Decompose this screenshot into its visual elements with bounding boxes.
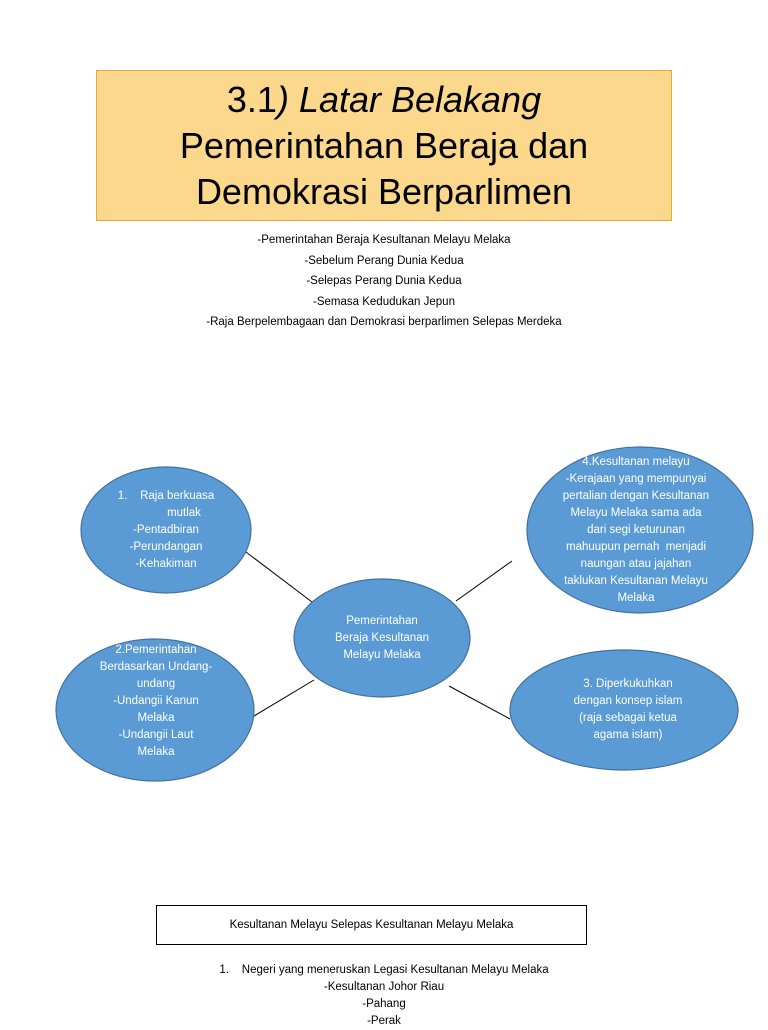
bubble-4-line: taklukan Kesultanan Melayu — [564, 574, 708, 587]
sub-list-item: -Kesultanan Johor Riau — [323, 981, 445, 993]
bubble-4-line: -Kerajaan yang mempunyai — [565, 472, 707, 485]
subheading-text: Kesultanan Melayu Selepas Kesultanan Melayu Melaka — [229, 919, 514, 931]
bubble-4-line: naungan atau jajahan — [580, 557, 692, 570]
bubble-3-line: 3. Diperkukuhkan — [583, 678, 673, 690]
sub-list-item: 1. Negeri yang meneruskan Legasi Kesultanan Melayu Melaka — [219, 964, 549, 976]
connector-line-2 — [244, 680, 314, 722]
bubble-3 — [516, 660, 740, 760]
bubble-3-line: (raja sebagai ketua — [579, 712, 677, 724]
bubble-1-line: 1. Raja berkuasa — [117, 489, 215, 502]
bubble-2-line: Melaka — [137, 711, 175, 724]
title-line-3: Demokrasi Berparlimen — [195, 170, 573, 212]
connector-line-3 — [449, 686, 510, 719]
bubble-1 — [96, 470, 236, 590]
bubble-4-line: dari segi keturunan — [587, 523, 685, 536]
bubble-2 — [70, 632, 242, 770]
subheading-box — [156, 905, 587, 945]
bubble-1-line: -Perundangan — [129, 540, 203, 553]
bubble-2-line: -Undangii Laut — [118, 728, 194, 741]
bubble-1-line: mutlak — [167, 506, 201, 519]
center-bubble — [306, 588, 458, 688]
bubble-2-line: Berdasarkan Undang- — [99, 660, 213, 673]
title-text-1: ) Latar Belakang — [276, 78, 542, 120]
center-bubble-line: Beraja Kesultanan — [335, 631, 429, 644]
center-bubble-line: Melayu Melaka — [343, 648, 421, 661]
bubble-2-line: Melaka — [137, 745, 175, 758]
topic-item: -Semasa Kedudukan Jepun — [313, 295, 455, 308]
topic-item: -Raja Berpelembagaan dan Demokrasi berparlimen Selepas Merdeka — [206, 316, 562, 328]
topic-item: -Sebelum Perang Dunia Kedua — [304, 254, 464, 267]
sub-list-item: -Pahang — [362, 998, 406, 1010]
bubble-4 — [530, 444, 742, 616]
bubble-2-line: -Undangii Kanun — [113, 694, 199, 707]
bubble-1-line: -Kehakiman — [135, 557, 197, 570]
topic-item: -Pemerintahan Beraja Kesultanan Melayu Melaka — [257, 234, 511, 246]
sub-list — [0, 962, 768, 1030]
title-line-2: Pemerintahan Beraja dan — [179, 124, 589, 166]
title-number: 3.1 — [226, 78, 277, 120]
topic-item: -Selepas Perang Dunia Kedua — [306, 275, 462, 287]
connector-line-4 — [456, 561, 512, 601]
bubble-4-line: pertalian dengan Kesultanan — [562, 489, 710, 502]
bubble-3-line: dengan konsep islam — [573, 695, 683, 707]
bubble-4-line: 4.Kesultanan melayu — [582, 455, 690, 468]
bubble-4-line: Melayu Melaka sama ada — [570, 506, 702, 519]
bubble-1-line: -Pentadbiran — [133, 523, 199, 536]
bubble-3-line: agama islam) — [593, 729, 663, 741]
bubble-4-line: mahuupun pernah menjadi — [565, 540, 707, 553]
connector-line-1 — [246, 552, 312, 602]
center-bubble-line: Pemerintahan — [346, 614, 418, 627]
bubble-4-line: Melaka — [617, 591, 655, 604]
bubble-2-line: undang — [136, 677, 176, 690]
bubble-2-line: 2.Pemerintahan — [115, 643, 197, 656]
sub-list-item: -Perak — [367, 1015, 401, 1027]
